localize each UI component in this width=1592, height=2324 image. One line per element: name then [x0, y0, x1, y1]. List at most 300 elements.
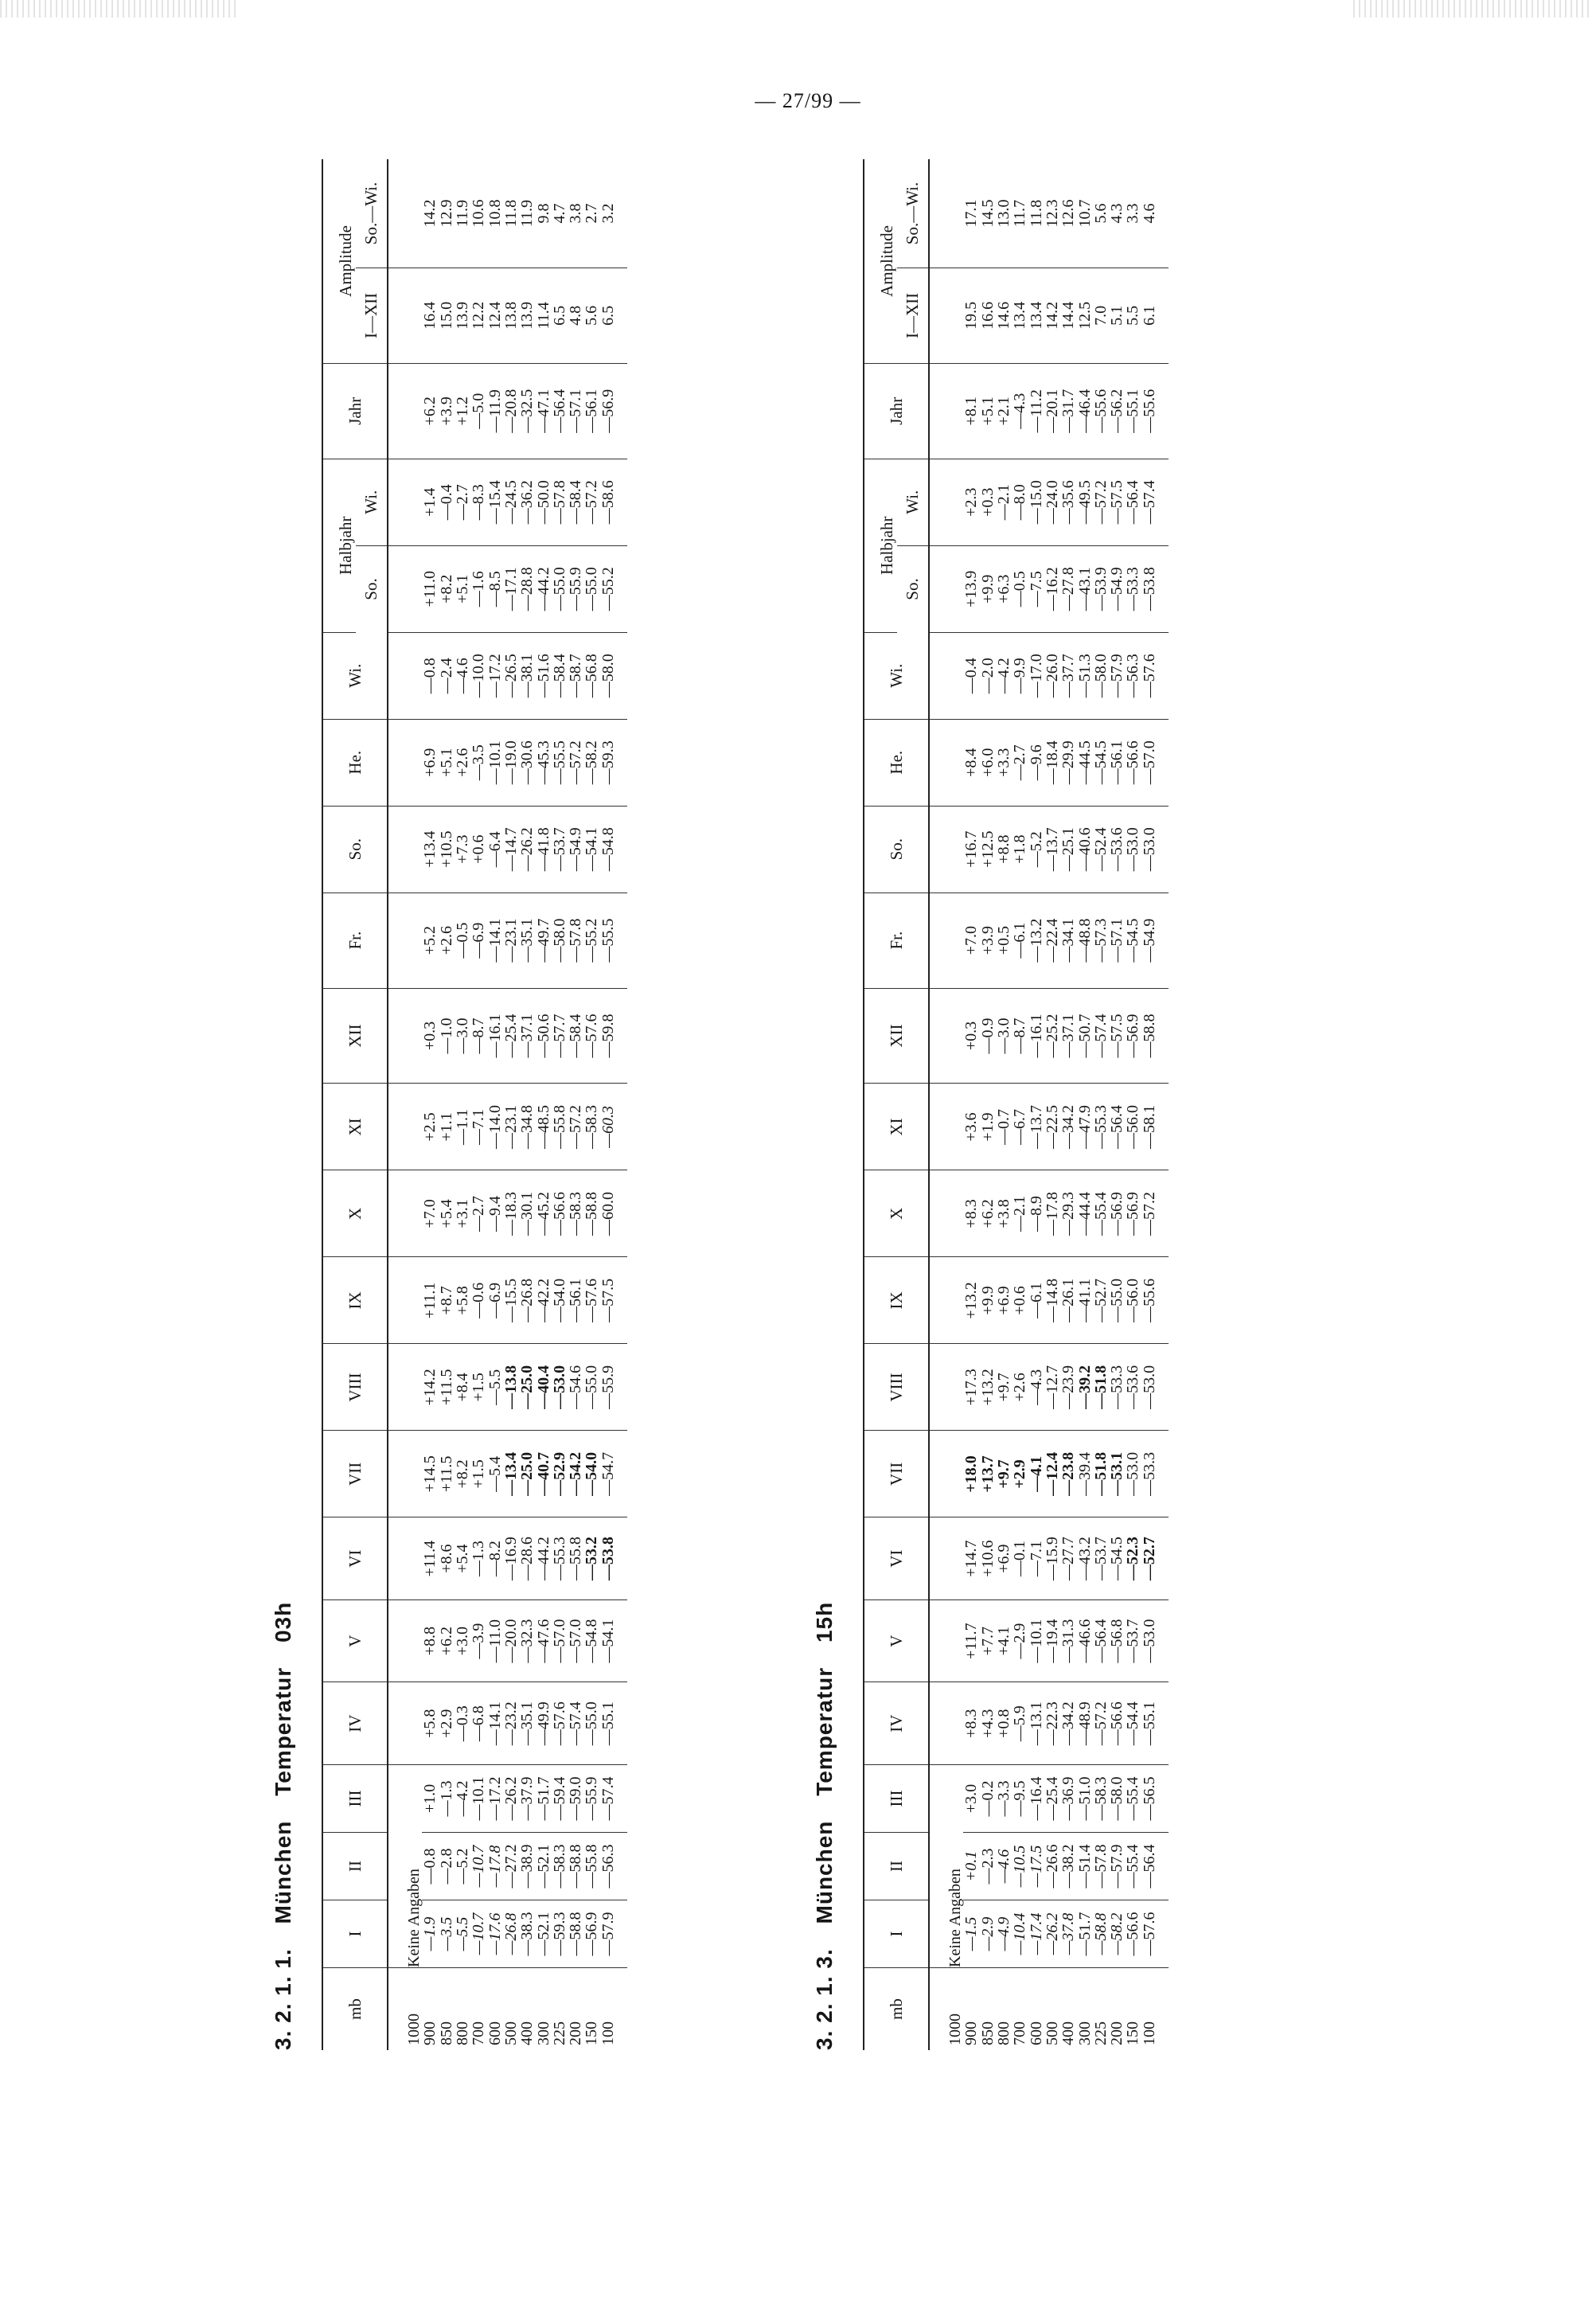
value-cell: —53.7: [1093, 1517, 1109, 1600]
value-cell: +14.5: [422, 1431, 438, 1517]
value-cell: 10.6: [470, 159, 486, 268]
value-cell: —19.4: [1044, 1599, 1060, 1682]
value-cell: —55.0: [583, 1682, 599, 1765]
value-cell: —16.4: [1028, 1764, 1044, 1832]
value-cell: —50.0: [535, 459, 551, 545]
value-cell: +8.4: [455, 1344, 470, 1431]
value-cell: —57.2: [583, 459, 599, 545]
value-cell: —9.6: [1028, 719, 1044, 806]
col-header-month: IX: [864, 1257, 929, 1344]
col-header-month: XI: [864, 1084, 929, 1170]
value-cell: —37.7: [1060, 632, 1076, 719]
value-cell: [929, 459, 963, 545]
value-cell: —53.3: [1109, 1344, 1125, 1431]
table-row: [1109, 159, 1125, 2050]
col-header-month: II: [322, 1832, 388, 1900]
value-cell: —59.3: [600, 719, 627, 806]
col-header-season: Fr.: [864, 892, 929, 988]
value-cell: —38.2: [1060, 1832, 1076, 1900]
value-cell: 14.5: [980, 159, 996, 268]
value-cell: —46.4: [1076, 363, 1092, 459]
value-cell: —3.5: [470, 719, 486, 806]
value-cell: —26.2: [1044, 1900, 1060, 1967]
value-cell: —57.9: [1109, 1832, 1125, 1900]
value-cell: —38.1: [519, 632, 535, 719]
value-cell: +8.4: [963, 719, 979, 806]
value-cell: —16.1: [486, 988, 502, 1084]
value-cell: +0.1: [963, 1832, 979, 1900]
value-cell: 4.6: [1141, 159, 1169, 268]
value-cell: —57.2: [1141, 1170, 1169, 1257]
table-row: [1028, 159, 1044, 2050]
value-cell: +11.5: [439, 1344, 455, 1431]
value-cell: +6.9: [996, 1517, 1012, 1600]
value-cell: 14.2: [1044, 268, 1060, 363]
value-cell: [388, 1084, 422, 1170]
value-cell: —5.4: [486, 1431, 502, 1517]
col-header-season: Wi.: [322, 632, 388, 719]
value-cell: —44.4: [1076, 1170, 1092, 1257]
value-cell: —9.9: [1012, 632, 1028, 719]
value-cell: —0.6: [470, 1257, 486, 1344]
value-cell: [929, 159, 963, 268]
value-cell: —55.6: [1093, 363, 1109, 459]
value-cell: +3.8: [996, 1170, 1012, 1257]
pressure-level: 900: [962, 2021, 981, 2045]
table-row: [486, 159, 502, 2050]
value-cell: +16.7: [963, 806, 979, 892]
value-cell: +6.0: [980, 719, 996, 806]
value-cell: —15.9: [1044, 1517, 1060, 1600]
table-row: [455, 159, 470, 2050]
value-cell: —5.9: [1012, 1682, 1028, 1765]
value-cell: —57.0: [1141, 719, 1169, 806]
value-cell: [388, 1257, 422, 1344]
value-cell: 11.9: [455, 159, 470, 268]
value-cell: —13.2: [1028, 892, 1044, 988]
value-cell: +2.5: [422, 1084, 438, 1170]
table-row: [503, 159, 519, 2050]
value-cell: +4.1: [996, 1599, 1012, 1682]
value-cell: +5.8: [422, 1682, 438, 1765]
value-cell: 12.5: [1076, 268, 1092, 363]
value-cell: —52.4: [1093, 806, 1109, 892]
value-cell: —50.6: [535, 988, 551, 1084]
page-number: — 27/99 —: [755, 89, 861, 112]
value-cell: 13.4: [1028, 268, 1044, 363]
value-cell: —56.3: [1125, 632, 1141, 719]
value-cell: —15.5: [503, 1257, 519, 1344]
value-cell: +14.7: [963, 1517, 979, 1600]
value-cell: +0.3: [963, 988, 979, 1084]
value-cell: —56.1: [1109, 719, 1125, 806]
col-header-month: VIII: [322, 1344, 388, 1431]
value-cell: —26.2: [519, 806, 535, 892]
value-cell: 17.1: [963, 159, 979, 268]
value-cell: —14.1: [486, 892, 502, 988]
value-cell: —10.4: [1012, 1900, 1028, 1967]
value-cell: +6.9: [996, 1257, 1012, 1344]
col-header-halbjahr: Halbjahr: [322, 459, 356, 632]
value-cell: —20.1: [1044, 363, 1060, 459]
value-cell: —55.8: [583, 1832, 599, 1900]
value-cell: —49.7: [535, 892, 551, 988]
value-cell: 12.3: [1044, 159, 1060, 268]
value-cell: —45.3: [535, 719, 551, 806]
value-cell: +11.1: [422, 1257, 438, 1344]
pressure-level: 1000: [405, 2013, 423, 2045]
value-cell: —52.7: [1093, 1257, 1109, 1344]
value-cell: —36.2: [519, 459, 535, 545]
value-cell: +3.9: [439, 363, 455, 459]
value-cell: —54.8: [600, 806, 627, 892]
value-cell: [929, 1344, 963, 1431]
pressure-level: 225: [1091, 2021, 1110, 2045]
value-cell: —59.3: [552, 1900, 568, 1967]
value-cell: 3.3: [1125, 159, 1141, 268]
value-cell: 5.6: [583, 268, 599, 363]
value-cell: —8.7: [470, 988, 486, 1084]
value-cell: —56.8: [1109, 1599, 1125, 1682]
value-cell: —26.2: [503, 1764, 519, 1832]
observation-hour: 15h: [812, 1601, 837, 1643]
col-header-month: VII: [322, 1431, 388, 1517]
value-cell: —26.6: [1044, 1832, 1060, 1900]
pressure-level: 900: [421, 2021, 439, 2045]
no-data-note: Keine Angaben: [388, 1764, 422, 1967]
value-cell: +5.1: [439, 719, 455, 806]
value-cell: —10.1: [1028, 1599, 1044, 1682]
pressure-level: 200: [1108, 2021, 1126, 2045]
value-cell: +3.6: [963, 1084, 979, 1170]
value-cell: +2.6: [455, 719, 470, 806]
value-cell: —34.8: [519, 1084, 535, 1170]
pressure-level: 800: [995, 2021, 1013, 2045]
value-cell: —58.3: [1093, 1764, 1109, 1832]
value-cell: [929, 1084, 963, 1170]
value-cell: [388, 159, 422, 268]
value-cell: —48.9: [1076, 1682, 1092, 1765]
temperature-table-15h: [863, 159, 1169, 2050]
value-cell: —23.2: [503, 1682, 519, 1765]
value-cell: [929, 1257, 963, 1344]
value-cell: —26.0: [1044, 632, 1060, 719]
value-cell: —55.2: [583, 892, 599, 988]
value-cell: —34.2: [1060, 1084, 1076, 1170]
col-header-halbjahr: Halbjahr: [864, 459, 897, 632]
value-cell: —23.9: [1060, 1344, 1076, 1431]
value-cell: +11.4: [422, 1517, 438, 1600]
value-cell: —3.9: [470, 1599, 486, 1682]
value-cell: —57.8: [1093, 1832, 1109, 1900]
value-cell: —1.6: [470, 545, 486, 632]
value-cell: —57.3: [1093, 892, 1109, 988]
value-cell: —1.9: [422, 1900, 438, 1967]
value-cell: +1.1: [439, 1084, 455, 1170]
value-cell: 14.4: [1060, 268, 1076, 363]
value-cell: —57.6: [552, 1682, 568, 1765]
value-cell: —58.0: [1093, 632, 1109, 719]
pressure-level: 225: [550, 2021, 568, 2045]
value-cell: —19.0: [503, 719, 519, 806]
col-header-season: Fr.: [322, 892, 388, 988]
value-cell: —43.2: [1076, 1517, 1092, 1600]
value-cell: —54.8: [583, 1599, 599, 1682]
value-cell: —53.0: [1125, 1431, 1141, 1517]
value-cell: +1.8: [1012, 806, 1028, 892]
value-cell: —40.7: [535, 1431, 551, 1517]
value-cell: —48.5: [535, 1084, 551, 1170]
value-cell: +0.3: [980, 459, 996, 545]
value-cell: —15.0: [1028, 459, 1044, 545]
value-cell: +18.0: [963, 1431, 979, 1517]
value-cell: —55.9: [568, 545, 583, 632]
value-cell: +8.8: [996, 806, 1012, 892]
value-cell: +6.9: [422, 719, 438, 806]
value-cell: —9.4: [486, 1170, 502, 1257]
value-cell: +3.1: [455, 1170, 470, 1257]
section-number: 3. 2. 1. 1.: [271, 1948, 295, 2050]
value-cell: —7.5: [1028, 545, 1044, 632]
value-cell: —55.4: [1093, 1170, 1109, 1257]
value-cell: +7.7: [980, 1599, 996, 1682]
value-cell: —17.0: [1028, 632, 1044, 719]
pressure-level: 100: [1140, 2021, 1158, 2045]
value-cell: —10.0: [470, 632, 486, 719]
value-cell: —53.0: [1141, 1599, 1169, 1682]
value-cell: +8.2: [455, 1431, 470, 1517]
value-cell: —55.5: [552, 719, 568, 806]
value-cell: —25.0: [519, 1344, 535, 1431]
value-cell: —13.4: [503, 1431, 519, 1517]
value-cell: —4.2: [996, 632, 1012, 719]
value-cell: —58.7: [568, 632, 583, 719]
value-cell: —57.2: [568, 1084, 583, 1170]
value-cell: 7.0: [1093, 268, 1109, 363]
value-cell: +2.6: [439, 892, 455, 988]
value-cell: —53.0: [552, 1344, 568, 1431]
value-cell: —24.5: [503, 459, 519, 545]
value-cell: —44.5: [1076, 719, 1092, 806]
value-cell: +7.0: [963, 892, 979, 988]
value-cell: —54.1: [583, 806, 599, 892]
temperature-table-03h: [322, 159, 627, 2050]
pressure-level: 500: [1043, 2021, 1061, 2045]
value-cell: —14.0: [486, 1084, 502, 1170]
pressure-level: 150: [1124, 2021, 1142, 2045]
col-header-month: X: [864, 1170, 929, 1257]
value-cell: —54.0: [552, 1257, 568, 1344]
value-cell: —8.2: [486, 1517, 502, 1600]
col-header-month: XI: [322, 1084, 388, 1170]
table-row: [1076, 159, 1092, 2050]
col-header-halbjahr-sub: So.: [356, 545, 388, 632]
value-cell: —49.9: [535, 1682, 551, 1765]
value-cell: +11.0: [422, 545, 438, 632]
value-cell: —55.4: [1125, 1764, 1141, 1832]
value-cell: —0.4: [963, 632, 979, 719]
value-cell: —55.8: [568, 1517, 583, 1600]
value-cell: +1.2: [455, 363, 470, 459]
value-cell: —4.3: [1028, 1344, 1044, 1431]
no-data-note: Keine Angaben: [929, 1764, 963, 1967]
col-header-month: VIII: [864, 1344, 929, 1431]
value-cell: +2.1: [996, 363, 1012, 459]
value-cell: 13.8: [503, 268, 519, 363]
value-cell: 12.2: [470, 268, 486, 363]
value-cell: —5.5: [455, 1900, 470, 1967]
value-cell: 12.9: [439, 159, 455, 268]
value-cell: [929, 632, 963, 719]
value-cell: 6.5: [552, 268, 568, 363]
value-cell: —2.4: [439, 632, 455, 719]
value-cell: —54.6: [568, 1344, 583, 1431]
value-cell: —39.2: [1076, 1344, 1092, 1431]
value-cell: 13.9: [455, 268, 470, 363]
value-cell: —56.9: [1125, 1170, 1141, 1257]
value-cell: [929, 988, 963, 1084]
col-header-month: IX: [322, 1257, 388, 1344]
value-cell: —18.3: [503, 1170, 519, 1257]
value-cell: 19.5: [963, 268, 979, 363]
value-cell: —24.0: [1044, 459, 1060, 545]
value-cell: [388, 632, 422, 719]
value-cell: —7.1: [470, 1084, 486, 1170]
value-cell: —55.9: [600, 1344, 627, 1431]
value-cell: —58.4: [568, 459, 583, 545]
value-cell: —28.8: [519, 545, 535, 632]
value-cell: +7.3: [455, 806, 470, 892]
value-cell: —3.3: [996, 1764, 1012, 1832]
value-cell: [388, 363, 422, 459]
value-cell: —44.2: [535, 1517, 551, 1600]
value-cell: —17.8: [486, 1832, 502, 1900]
col-header-month: III: [864, 1764, 929, 1832]
value-cell: —10.1: [470, 1764, 486, 1832]
col-header-month: IV: [864, 1682, 929, 1765]
value-cell: —57.0: [568, 1599, 583, 1682]
table-title: [812, 1584, 837, 2050]
value-cell: 11.4: [535, 268, 551, 363]
col-header-month: VI: [322, 1517, 388, 1600]
value-cell: +13.2: [963, 1257, 979, 1344]
value-cell: [929, 1170, 963, 1257]
station-name: München: [812, 1820, 837, 1924]
value-cell: +17.3: [963, 1344, 979, 1431]
value-cell: 12.4: [486, 268, 502, 363]
value-cell: —6.1: [1012, 892, 1028, 988]
value-cell: —12.7: [1044, 1344, 1060, 1431]
value-cell: 13.4: [1012, 268, 1028, 363]
value-cell: —14.7: [503, 806, 519, 892]
value-cell: 11.8: [503, 159, 519, 268]
value-cell: 11.7: [1012, 159, 1028, 268]
value-cell: —38.9: [519, 1832, 535, 1900]
pressure-level: 500: [501, 2021, 520, 2045]
value-cell: +1.5: [470, 1431, 486, 1517]
value-cell: —57.2: [1093, 459, 1109, 545]
value-cell: —23.1: [503, 892, 519, 988]
value-cell: 6.1: [1141, 268, 1169, 363]
col-header-mb: mb: [322, 1967, 388, 2050]
value-cell: —56.4: [552, 363, 568, 459]
value-cell: +3.9: [980, 892, 996, 988]
value-cell: [388, 1344, 422, 1431]
value-cell: +1.9: [980, 1084, 996, 1170]
pressure-level: 400: [518, 2021, 537, 2045]
value-cell: —16.9: [503, 1517, 519, 1600]
value-cell: —57.6: [1141, 1900, 1169, 1967]
value-cell: —50.7: [1076, 988, 1092, 1084]
value-cell: —56.4: [1125, 459, 1141, 545]
value-cell: —56.0: [1125, 1257, 1141, 1344]
value-cell: —54.9: [1141, 892, 1169, 988]
value-cell: —6.9: [470, 892, 486, 988]
value-cell: —55.1: [1125, 363, 1141, 459]
value-cell: —52.7: [1141, 1517, 1169, 1600]
value-cell: —26.8: [519, 1257, 535, 1344]
value-cell: —53.7: [552, 806, 568, 892]
observation-hour: 03h: [271, 1601, 295, 1643]
col-header-season: Wi.: [864, 632, 929, 719]
value-cell: +8.1: [963, 363, 979, 459]
value-cell: —57.6: [1141, 632, 1169, 719]
value-cell: 5.5: [1125, 268, 1141, 363]
value-cell: +6.3: [996, 545, 1012, 632]
col-header-month: XII: [322, 988, 388, 1084]
value-cell: —1.3: [439, 1764, 455, 1832]
value-cell: +6.2: [980, 1170, 996, 1257]
col-header-halbjahr-sub: Wi.: [356, 459, 388, 545]
value-cell: [388, 892, 422, 988]
value-cell: —40.6: [1076, 806, 1092, 892]
value-cell: +5.8: [455, 1257, 470, 1344]
value-cell: [929, 1517, 963, 1600]
value-cell: —2.7: [455, 459, 470, 545]
value-cell: —57.2: [1093, 1682, 1109, 1765]
value-cell: 6.5: [600, 268, 627, 363]
value-cell: [929, 545, 963, 632]
value-cell: —18.4: [1044, 719, 1060, 806]
value-cell: —56.6: [1125, 1900, 1141, 1967]
value-cell: —17.6: [486, 1900, 502, 1967]
value-cell: —37.8: [1060, 1900, 1076, 1967]
value-cell: —35.1: [519, 892, 535, 988]
value-cell: —25.4: [503, 988, 519, 1084]
value-cell: —52.3: [1125, 1517, 1141, 1600]
value-cell: +2.9: [439, 1682, 455, 1765]
value-cell: [388, 1517, 422, 1600]
value-cell: +6.2: [422, 363, 438, 459]
table-row: [535, 159, 551, 2050]
value-cell: —2.7: [470, 1170, 486, 1257]
col-header-halbjahr-sub: So.: [897, 545, 929, 632]
value-cell: +9.7: [996, 1431, 1012, 1517]
value-cell: —51.7: [535, 1764, 551, 1832]
pressure-level: 100: [599, 2021, 617, 2045]
value-cell: —15.4: [486, 459, 502, 545]
value-cell: —31.7: [1060, 363, 1076, 459]
pressure-level: 1000: [946, 2013, 965, 2045]
value-cell: —56.9: [583, 1900, 599, 1967]
table-row: [996, 159, 1012, 2050]
value-cell: [388, 545, 422, 632]
value-cell: 4.8: [568, 268, 583, 363]
value-cell: —57.4: [568, 1682, 583, 1765]
value-cell: —32.3: [519, 1599, 535, 1682]
value-cell: 14.2: [422, 159, 438, 268]
value-cell: —57.5: [600, 1257, 627, 1344]
